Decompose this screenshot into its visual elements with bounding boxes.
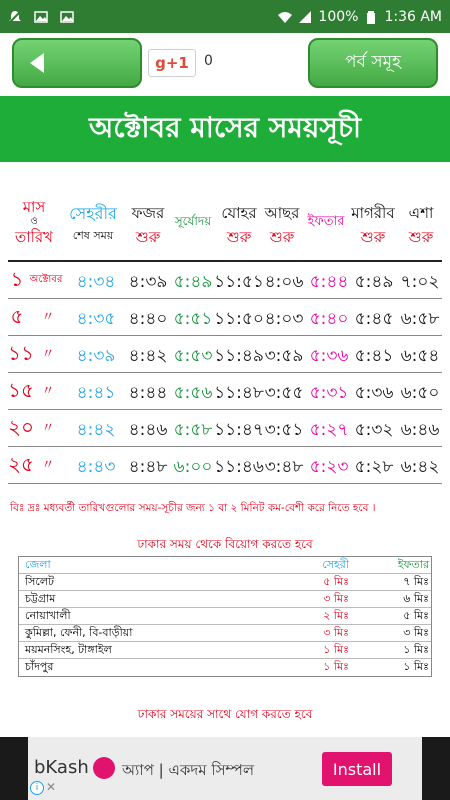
district-row bbox=[19, 625, 431, 642]
cell-maghrib: ৫:৪১ bbox=[354, 346, 394, 366]
cell-sunrise: ৫:৫৬ bbox=[173, 383, 213, 403]
header-maghrib-bottom: শুরু bbox=[360, 228, 386, 246]
cell-maghrib: ৫:৪৫ bbox=[354, 309, 394, 329]
ad-text: অ্যাপ | একদম সিম্পল bbox=[122, 761, 255, 779]
cell-sehri: ৪:৪২ bbox=[76, 420, 116, 440]
bkash-logo-icon bbox=[93, 757, 115, 779]
district-header-sehri: সেহরী bbox=[322, 557, 349, 571]
header-zuhr-bottom: শুরু bbox=[226, 228, 252, 246]
district-iftar: ১ মিঃ bbox=[403, 660, 429, 673]
header-sehri bbox=[62, 204, 124, 242]
back-button[interactable] bbox=[12, 38, 142, 88]
cell-zuhr: ১১:৪৬ bbox=[214, 457, 264, 477]
cell-sunrise: ৫:৫৩ bbox=[173, 346, 213, 366]
cell-date: ৫ bbox=[10, 304, 24, 328]
cell-maghrib: ৫:৩৬ bbox=[354, 383, 394, 403]
table-row bbox=[8, 336, 442, 373]
battery-percent: 100% bbox=[318, 8, 359, 25]
district-sehri: ৩ মিঃ bbox=[323, 591, 349, 605]
cell-month: অক্টোবর bbox=[29, 274, 63, 285]
district-name: কুমিল্লা, ফেনী, বি-বাড়ীয়া bbox=[25, 625, 133, 639]
cell-sehri: ৪:৪৩ bbox=[76, 457, 116, 477]
schedule-note: বিঃ দ্রঃ মধ্যবর্তী তারিখগুলোর সময়-সূচীর জন্য ১ বা ২ মিনিট কম-বেশী করে নিতে হবে । bbox=[10, 502, 376, 514]
top-toolbar bbox=[0, 33, 450, 93]
cell-sunrise: ৫:৫৮ bbox=[173, 420, 213, 440]
district-name: নোয়াখালী bbox=[25, 608, 71, 622]
cell-zuhr: ১১:৫০ bbox=[214, 309, 264, 329]
district-row bbox=[19, 642, 431, 659]
image-icon bbox=[34, 10, 48, 24]
ad-install-button[interactable]: Install bbox=[322, 752, 392, 786]
district-header-iftar: ইফতার bbox=[397, 557, 429, 571]
ad-banner[interactable] bbox=[0, 737, 450, 800]
header-asr-top: আছর bbox=[264, 204, 300, 222]
table-row bbox=[8, 262, 442, 299]
cell-sehri: ৪:৩৯ bbox=[76, 346, 116, 366]
cell-iftar: ৫:৪০ bbox=[309, 309, 349, 329]
wifi-icon bbox=[278, 10, 292, 24]
back-arrow-icon bbox=[30, 53, 44, 73]
cell-asr: ৪:০৩ bbox=[264, 309, 304, 329]
cell-isha: ৬:৪৬ bbox=[400, 420, 440, 440]
cell-fajr: ৪:৪৮ bbox=[128, 457, 168, 477]
notification-off-icon bbox=[8, 10, 22, 24]
district-iftar: ১ মিঃ bbox=[403, 642, 429, 656]
google-plus-count: 0 bbox=[204, 53, 213, 69]
subtract-title: ঢাকার সময় থেকে বিয়োগ করতে হবে bbox=[137, 537, 313, 551]
header-maghrib bbox=[346, 204, 400, 246]
cell-maghrib: ৫:৩২ bbox=[354, 420, 394, 440]
ad-left-edge bbox=[0, 737, 28, 800]
district-table bbox=[18, 556, 432, 677]
cell-fajr: ৪:৩৯ bbox=[128, 272, 168, 292]
clock: 1:36 AM bbox=[384, 8, 442, 25]
district-sehri: ৩ মিঃ bbox=[323, 625, 349, 639]
cell-isha: ৭:০২ bbox=[400, 272, 440, 292]
table-row bbox=[8, 299, 442, 336]
page-title: অক্টোবর মাসের সময়সূচী bbox=[0, 96, 450, 162]
cell-isha: ৬:৫৪ bbox=[400, 346, 440, 366]
cell-iftar: ৫:২৭ bbox=[309, 420, 349, 440]
district-name: ময়মনসিংহ, টাঙ্গাইল bbox=[25, 642, 112, 656]
cell-maghrib: ৫:২৮ bbox=[354, 457, 394, 477]
table-row bbox=[8, 410, 442, 447]
district-header-name: জেলা bbox=[25, 557, 51, 571]
cell-date: ১১ bbox=[8, 341, 34, 365]
table-row bbox=[8, 447, 442, 484]
cell-sunrise: ৫:৪৯ bbox=[173, 272, 213, 292]
district-iftar: ৬ মিঃ bbox=[403, 591, 429, 605]
cell-isha: ৬:৪২ bbox=[400, 457, 440, 477]
cell-month: 〃 bbox=[41, 421, 55, 436]
ad-info-icon[interactable]: i bbox=[30, 781, 44, 795]
cell-zuhr: ১১:৪৭ bbox=[214, 420, 264, 440]
cell-zuhr: ১১:৪৯ bbox=[214, 346, 264, 366]
district-iftar: ৭ মিঃ bbox=[403, 574, 429, 588]
district-sehri: ১ মিঃ bbox=[323, 660, 349, 673]
header-fajr-top: ফজর bbox=[131, 204, 165, 222]
cell-month: 〃 bbox=[41, 347, 55, 362]
schedule-header bbox=[8, 196, 442, 262]
cell-asr: ৩:৫৯ bbox=[264, 346, 304, 366]
district-sehri: ২ মিঃ bbox=[323, 608, 349, 622]
header-maghrib-top: মাগরীব bbox=[351, 204, 395, 222]
district-header bbox=[19, 557, 431, 574]
header-isha-bottom: শুরু bbox=[408, 228, 434, 246]
header-sehri-bottom: শেষ সময় bbox=[72, 229, 114, 243]
district-row bbox=[19, 591, 431, 608]
cell-zuhr: ১১:৫১ bbox=[214, 272, 264, 292]
header-asr-bottom: শুরু bbox=[269, 228, 295, 246]
cell-isha: ৬:৫০ bbox=[400, 383, 440, 403]
chapters-button[interactable]: পর্ব সমূহ bbox=[308, 38, 438, 88]
status-bar bbox=[0, 0, 450, 33]
cell-asr: ৩:৪৮ bbox=[264, 457, 304, 477]
cell-iftar: ৫:২৩ bbox=[309, 457, 349, 477]
google-plus-one-button[interactable]: g+1 bbox=[148, 49, 196, 77]
header-fajr-bottom: শুরু bbox=[135, 228, 161, 246]
cell-sunrise: ৫:৫১ bbox=[173, 309, 213, 329]
header-date-bottom: তারিখ bbox=[15, 228, 53, 246]
header-date bbox=[8, 198, 60, 246]
header-zuhr bbox=[214, 204, 264, 246]
district-name: সিলেট bbox=[25, 574, 55, 588]
cell-date: ১৫ bbox=[8, 378, 34, 402]
district-name: চাঁদপুর bbox=[25, 660, 54, 673]
cell-iftar: ৫:৩১ bbox=[309, 383, 349, 403]
ad-brand: bKash bbox=[34, 757, 89, 778]
add-title: ঢাকার সময়ের সাথে যোগ করতে হবে bbox=[137, 707, 313, 721]
battery-icon bbox=[364, 10, 378, 24]
cell-maghrib: ৫:৪৯ bbox=[354, 272, 394, 292]
district-name: চট্টগ্রাম bbox=[25, 591, 56, 605]
cell-iftar: ৫:৩৬ bbox=[309, 346, 349, 366]
ad-close-icon[interactable]: ✕ bbox=[46, 780, 57, 794]
cell-month: 〃 bbox=[41, 384, 55, 399]
cell-fajr: ৪:৪৪ bbox=[128, 383, 168, 403]
cell-fajr: ৪:৪৬ bbox=[128, 420, 168, 440]
header-zuhr-top: যোহর bbox=[221, 204, 257, 222]
cell-date: ২৫ bbox=[8, 452, 34, 476]
cell-fajr: ৪:৪০ bbox=[128, 309, 168, 329]
cell-date: ২০ bbox=[8, 415, 35, 439]
district-row bbox=[19, 574, 431, 591]
table-row bbox=[8, 373, 442, 410]
district-row bbox=[19, 659, 431, 676]
cell-asr: ৪:০৬ bbox=[264, 272, 304, 292]
schedule-table bbox=[8, 196, 442, 484]
district-sehri: ১ মিঃ bbox=[323, 642, 349, 656]
cell-month: 〃 bbox=[41, 458, 55, 473]
header-sehri-top: সেহরীর bbox=[69, 204, 117, 223]
header-fajr bbox=[126, 204, 170, 246]
cell-sehri: ৪:৪১ bbox=[76, 383, 116, 403]
image-icon bbox=[60, 10, 74, 24]
cell-zuhr: ১১:৪৮ bbox=[214, 383, 264, 403]
header-asr bbox=[260, 204, 304, 246]
cell-asr: ৩:৫৫ bbox=[264, 383, 304, 403]
cell-sehri: ৪:৩৪ bbox=[76, 272, 116, 292]
header-isha bbox=[400, 204, 442, 246]
schedule-rows bbox=[8, 262, 442, 484]
cell-iftar: ৫:৪৪ bbox=[309, 272, 349, 292]
district-iftar: ৩ মিঃ bbox=[403, 625, 429, 639]
district-sehri: ৫ মিঃ bbox=[323, 574, 349, 588]
cell-sunrise: ৬:০০ bbox=[173, 457, 213, 477]
cell-asr: ৩:৫১ bbox=[264, 420, 304, 440]
header-date-top: মাস bbox=[22, 198, 46, 216]
header-date-mid: ও bbox=[30, 216, 38, 227]
signal-icon bbox=[298, 10, 312, 24]
header-isha-top: এশা bbox=[408, 204, 434, 222]
ad-right-edge bbox=[422, 737, 450, 800]
cell-sehri: ৪:৩৫ bbox=[76, 309, 116, 329]
cell-fajr: ৪:৪২ bbox=[128, 346, 168, 366]
cell-month: 〃 bbox=[41, 310, 55, 325]
district-iftar: ৫ মিঃ bbox=[403, 608, 429, 622]
district-row bbox=[19, 608, 431, 625]
cell-isha: ৬:৫৮ bbox=[400, 309, 440, 329]
cell-date: ১ bbox=[10, 267, 24, 291]
header-iftar: ইফতার bbox=[307, 214, 345, 229]
header-sunrise: সূর্যোদয় bbox=[174, 214, 212, 228]
